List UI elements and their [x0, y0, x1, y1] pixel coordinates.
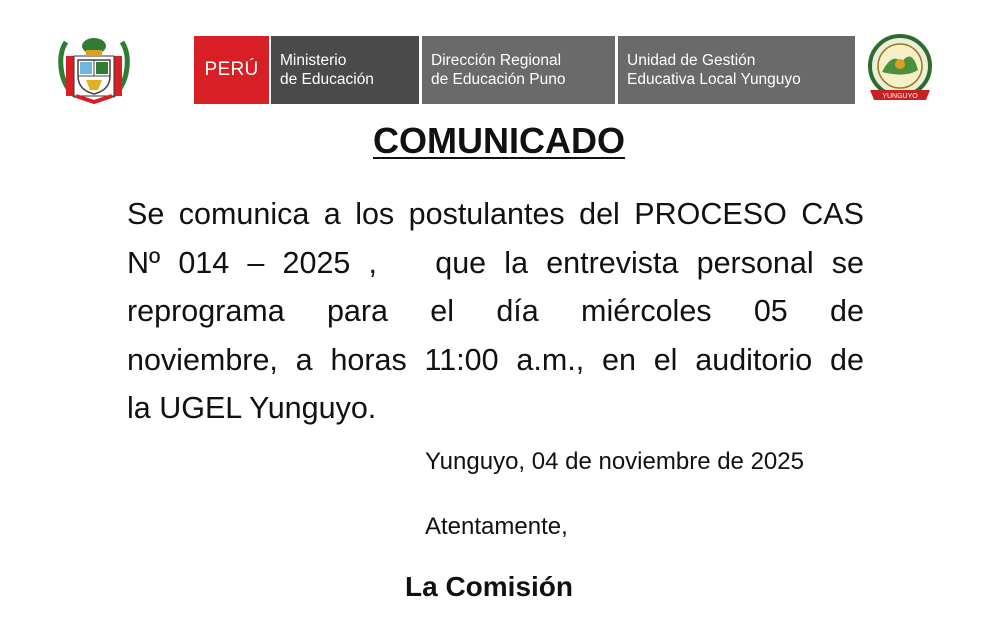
body-line: Se comunica a los postulantes del PROCESO CAS [127, 197, 864, 231]
body-line: reprograma para el día miércoles 05 de [127, 294, 864, 328]
ministry-line2: de Educación [280, 71, 374, 88]
regional-line2: de Educación Puno [431, 71, 566, 88]
body-line: la UGEL Yunguyo. [127, 391, 377, 425]
coat-of-arms-icon [56, 34, 132, 106]
regional-line1: Dirección Regional [431, 52, 562, 69]
emblem-banner-text: YUNGUYO [882, 93, 918, 100]
date-line: Yunguyo, 04 de noviembre de 2025 [425, 448, 804, 475]
regional-direction-box [422, 36, 615, 104]
body-line: Nº 014 – 2025 , que la entrevista personal se [127, 245, 864, 280]
page-title: COMUNICADO [373, 120, 625, 161]
letterhead [56, 34, 918, 106]
ugel-emblem-icon [862, 34, 938, 106]
signature: La Comisión [405, 571, 574, 602]
local-unit-box [618, 36, 855, 104]
ministry-line1: Ministerio [280, 52, 347, 69]
peru-label: PERÚ [194, 36, 269, 104]
local-unit-line1: Unidad de Gestión [627, 52, 756, 69]
announcement-body [127, 190, 864, 433]
closing-text: Atentamente, [425, 513, 568, 540]
ministry-box [271, 36, 419, 104]
local-unit-line2: Educativa Local Yunguyo [627, 71, 801, 88]
body-line: noviembre, a horas 11:00 a.m., en el auditorio de [127, 342, 864, 377]
